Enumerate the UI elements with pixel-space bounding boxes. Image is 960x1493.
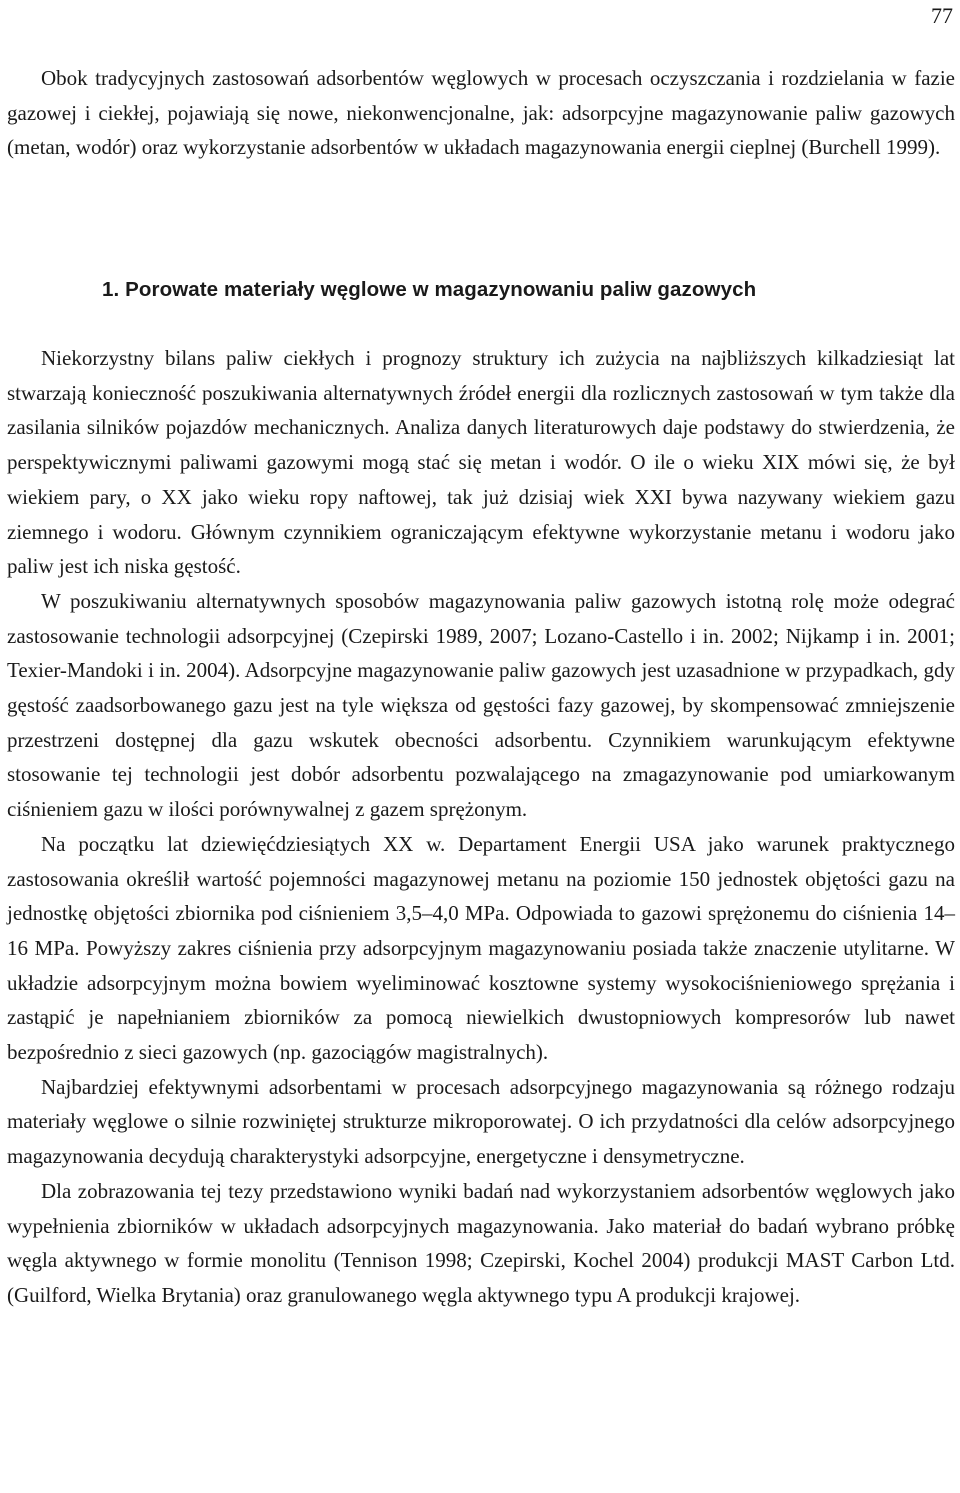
paragraph-2: W poszukiwaniu alternatywnych sposobów magazynowania paliw gazowych istotną rolę może odegrać zastosowanie technologii adsorpcyjnej (Czepirski 1989, 2007; Lozano-Castello i in. 2002; Nijkamp i in. 2001; Texier-Mandoki i in. 2004). Adsorpcyjne magazynowanie paliw gazowych jest uzasadnione w przypadkach, gdy gęstość zaadsorbowanego gazu jest na tyle większa od gęstości fazy gazowej, by skompensować zmniejszenie przestrzeni dostępnej dla gazu wskutek obecności adsorbentu. Czynnikiem warunkującym efektywne stosowanie tej technologii jest dobór adsorbentu pozwalającego na zmagazynowanie pod umiarkowanym ciśnieniem gazu w ilości porównywalnej z gazem sprężonym. [7, 588, 955, 822]
section-body [7, 341, 955, 1313]
page-number: 77 [931, 3, 953, 28]
paragraph-5: Dla zobrazowania tej tezy przedstawiono wyniki badań nad wykorzystaniem adsorbentów węglowych jako wypełnienia zbiorników w układach adsorpcyjnych magazynowania. Jako materiał do badań wybrano próbkę węgla aktywnego w formie monolitu (Tennison 1998; Czepirski, Kochel 2004) produkcji MAST Carbon Ltd. (Guilford, Wielka Brytania) oraz granulowanego węgla aktywnego typu A produkcji krajowej. [7, 1178, 955, 1307]
paragraph-1: Niekorzystny bilans paliw ciekłych i prognozy struktury ich zużycia na najbliższych kilkadziesiąt lat stwarzają konieczność poszukiwania alternatywnych źródeł energii dla rozlicznych zastosowań w tym także dla zasilania silników pojazdów mechanicznych. Analiza danych literaturowych daje podstawy do stwierdzenia, że perspektywicznymi paliwami gazowymi mogą stać się metan i wodór. O ile o wieku XIX mówi się, że był wiekiem pary, o XX jako wieku ropy naftowej, tak już dzisiaj wiek XXI bywa nazywany wiekiem gazu ziemnego i wodoru. Głównym czynnikiem ograniczającym efektywne wykorzystanie metanu i wodoru jako paliw jest ich niska gęstość. [7, 346, 955, 579]
intro-paragraph: Obok tradycyjnych zastosowań adsorbentów węglowych w procesach oczyszczania i rozdzielania w fazie gazowej i ciekłej, pojawiają się nowe, niekonwencjonalne, jak: adsorpcyjne magazynowanie paliw gazowych (metan, wodór) oraz wykorzystanie adsorbentów w układach magazynowania energii cieplnej (Burchell 1999). [7, 66, 955, 160]
paragraph-4: Najbardziej efektywnymi adsorbentami w procesach adsorpcyjnego magazynowania są różnego rodzaju materiały węglowe o silnie rozwiniętej strukturze mikroporowatej. O ich przydatności dla celów adsorpcyjnego magazynowania decydują charakterystyki adsorpcyjne, energetyczne i densymetryczne. [7, 1074, 955, 1169]
section-heading: 1. Porowate materiały węglowe w magazynowaniu paliw gazowych [102, 278, 757, 301]
intro-section [7, 61, 955, 165]
paragraph-3: Na początku lat dziewięćdziesiątych XX w. Departament Energii USA jako warunek praktycznego zastosowania określił wartość pojemności magazynowej metanu na poziomie 150 jednostek objętości gazu na jednostkę objętości zbiornika pod ciśnieniem 3,5–4,0 MPa. Odpowiada to gazowi sprężonemu do ciśnienia 14–16 MPa. Powyższy zakres ciśnienia przy adsorpcyjnym magazynowaniu posiada także znaczenie utylitarne. W układzie adsorpcyjnym można bowiem wyeliminować kosztowne systemy wysokociśnieniowego sprężania i zastąpić je napełnianiem zbiorników za pomocą niewielkich dwustopniowych kompresorów lub nawet bezpośrednio z sieci gazowych (np. gazociągów magistralnych). [7, 831, 955, 1065]
